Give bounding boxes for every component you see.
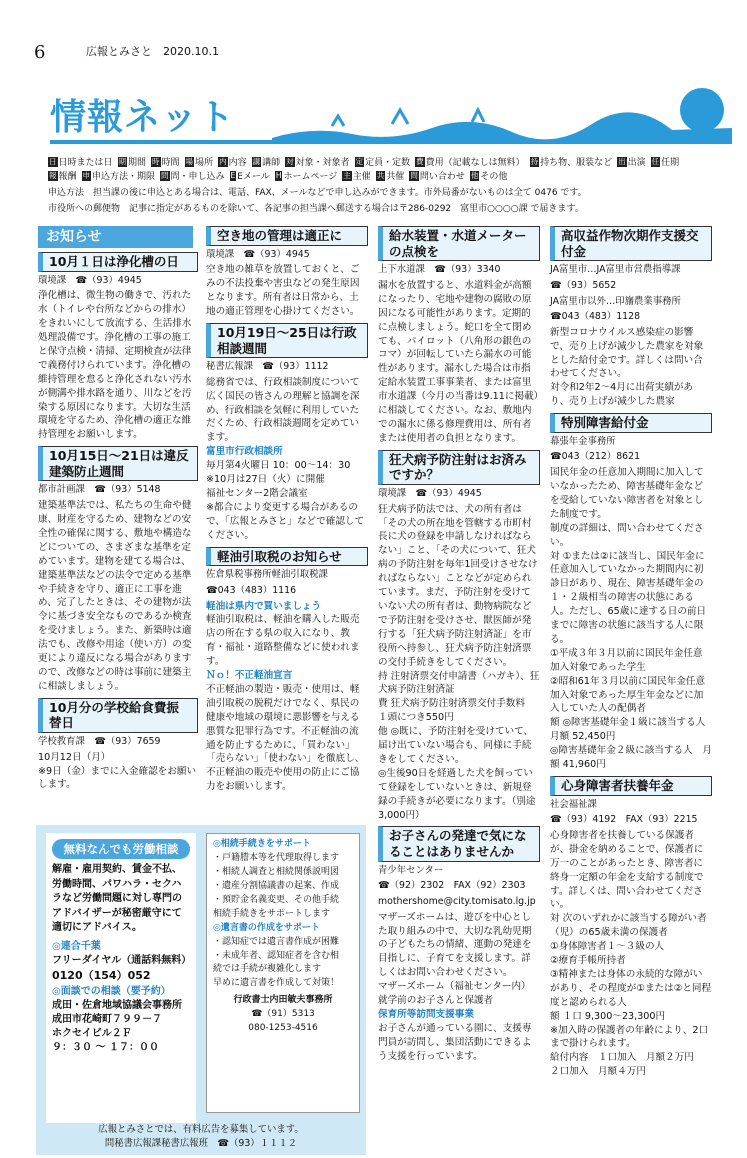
legend-text: Eメール: [237, 172, 270, 183]
ad-line: ホクセイビル２Ｆ: [52, 1028, 132, 1040]
article-place: 福祉センター2階会議室: [206, 488, 308, 499]
tel: ☎（92）2302: [378, 880, 445, 892]
legend-item: [376, 170, 405, 184]
article-date-note: ※10月は27日（火）に開催: [206, 474, 325, 486]
legend-key: 他: [470, 171, 479, 181]
article-contact: 学校教育課 ☎（93）7659: [38, 736, 161, 748]
article-gyosei-sodan: [206, 323, 368, 543]
article-title: 10月15日～21日は違反建築防止週間: [38, 446, 198, 481]
legend-key: 共: [376, 171, 385, 181]
article-body: 制度の詳細は、問い合わせてください。: [550, 522, 704, 548]
article-body: 狂犬病予防法では、犬の所有者は「その犬の所在地を管轄する市町村長に犬の登録を申請しなければならない」こと、「その犬について、狂犬病の予防注射を毎年1回受けさせなければならない」ことなどが定められています。まだ、予防注射を受けていない犬の所有者は、動物病院などで予防注射を受けさせ、獣医師が発行する「狂犬病予防注射済証」を市役所へ持参し、狂犬病予防注射済票の交付手続きをしてください。: [378, 503, 538, 668]
article-ihan-kenchiku: [38, 446, 198, 694]
article-email[interactable]: mothershome@city.tomisato.lg.jp: [378, 895, 536, 907]
article-title: 10月分の学校給食費振替日: [38, 698, 198, 733]
silhouette-illustration: [272, 88, 732, 144]
ad-body: 解雇・雇用契約、賃金不払、労働時間、パワハラ・セクハラなど労働問題に対し専門のアドバイザーが秘密厳守にて適切にアドバイス。: [52, 864, 182, 934]
legend-key: 費: [416, 157, 424, 166]
notes: [48, 186, 708, 218]
ad-footer: [36, 1123, 366, 1150]
article-fee-note: ※加入時の保護者の年齢により、2口まで掛けられます。: [550, 1024, 709, 1050]
legend-item: [617, 156, 646, 170]
legend-item: [651, 156, 680, 170]
article-item: 費 狂犬病予防注射済票交付手数料 １頭につき550円: [378, 698, 535, 724]
article-body: 不正軽油の製造・販売・使用は、軽油引取税の脱税だけでなく、県民の健康や地域の環境に悪影響を与える悪質な犯罪行為です。不正軽油の流通を防止するために、「買わない」「売らない」「使わない」を徹底し、不正軽油の販売や使用の防止にご協力をお願いします。: [206, 683, 365, 793]
ad-line: フリーダイヤル（通話料無料）: [52, 954, 192, 966]
article-item: ③精神または身体の永続的な障がいがあり、その程度が①または②と同程度と認められる人: [550, 968, 712, 1008]
article-body: マザーズホームは、遊びを中心とした取り組みの中で、大切な乳幼児期の子どもたちの情緒、運動の発達を目指しに、子育てを支援します。詳しくはお問い合わせください。: [378, 911, 532, 979]
article-contact: 秘書広報課 ☎（93）1112: [206, 361, 329, 373]
article-item: ②療育手帳所持者: [550, 955, 626, 967]
banner-rule: [50, 140, 724, 144]
legend-item: [530, 156, 613, 170]
article-hattatsu: [378, 826, 540, 1063]
legend-item: [409, 170, 465, 184]
legend-key: 時: [152, 157, 160, 166]
legend-item: [285, 156, 350, 170]
article-kyokenbyo: [378, 450, 540, 823]
legend-key: H: [275, 171, 282, 181]
article-contact: 社会福祉課: [550, 798, 597, 810]
legend-text: 問・申し込み: [170, 172, 225, 183]
page-header: [0, 0, 747, 62]
ad-footer-line: 問秘書広報課秘書広報班 ☎（93）１１１２: [104, 1137, 298, 1149]
ad-item: 続では手続が複雑化します: [213, 964, 322, 975]
ad-item: ・認知症では遺言書作成が困難: [213, 936, 340, 947]
ad-line: 成田・佐倉地域協議会事務所: [52, 1000, 182, 1012]
article-title: 軽油引取税のお知らせ: [206, 547, 368, 567]
legend-key: 出: [618, 157, 626, 166]
legend-item: [82, 170, 156, 184]
legend-text: 費用（記載なしは無料）: [425, 158, 525, 168]
article-contact: 環境課 ☎（93）4945: [378, 488, 482, 499]
article-body: 国民年金の任意加入期間に加入していなかったため、障害基礎年金などを受給していない障害者を対象とした制度です。: [550, 467, 704, 520]
article-contact: 環境課 ☎（93）4945: [38, 274, 142, 286]
page-number: 6: [34, 42, 46, 63]
legend-key: 主: [343, 171, 351, 181]
ad-gyosei-shoshi: [206, 833, 360, 1113]
legend-text: その他: [480, 172, 508, 183]
article-title: 給水装置・水道メーターの点検を: [378, 226, 540, 261]
banner: [22, 88, 724, 150]
article-note: ※都合により変更する場合があるので、「広報とみさと」などで確認してください。: [206, 501, 365, 541]
legend-item: [48, 170, 77, 184]
article-tel: [550, 813, 712, 827]
legend-item: [470, 170, 508, 184]
ad-item: 相続手続きをサポートします: [213, 908, 331, 919]
legend-item: [415, 156, 525, 170]
ad-block: [36, 825, 366, 1155]
legend-key: 申: [82, 171, 91, 181]
legend-key: 定: [355, 157, 364, 166]
article-title: 高収益作物次期作支援交付金: [550, 226, 712, 261]
article-body: 漏水を放置すると、水道料金が高額になったり、宅地や建物の腐敗の原因になる可能性があります。定期的に点検しましょう。蛇口を全て閉めても、パイロット（八角形の銀色のコマ）が回転していたら漏水の可能性があります。漏水した場合は市指定給水装置工事事業者、または富里市水道課（今月の当番は9.11に掲載）に相談してください。なお、敷地内での漏水に係る修理費用は、所有者または使用者の負担となります。: [378, 279, 539, 444]
ad-heading: ◎遺言書の作成をサポート: [213, 922, 320, 933]
ad-item: ・遺産分割協議書の起案、作成: [213, 880, 340, 891]
ad-item: ・相続人調査と相続関係説明図: [213, 866, 340, 877]
article-target: 就学前のお子さんと保護者: [378, 995, 494, 1007]
article-item: 他 ◎既に、予防注射を受けていて、届け出ていない場合も、同様に手続きをしてください。: [378, 726, 534, 765]
column-3: [378, 226, 540, 1068]
ad-freedial: 0120（154）052: [52, 968, 151, 982]
ad-item: ・預貯金名義変更、その他手続: [213, 894, 340, 905]
legend-item: [151, 156, 180, 170]
legend-text: 出演: [627, 158, 646, 168]
article-tel: ☎（93）5652: [550, 279, 617, 291]
legend-text: 期間: [128, 158, 147, 168]
article-title: 空き地の管理は適正に: [206, 226, 368, 246]
legend-text: 日時または日: [58, 158, 113, 168]
ad-heading: ◎面談での相談（要予約）: [52, 986, 171, 998]
note-application: 申込方法 担当課の後に申込とある場合は、電話、FAX、メールなどで申し込みができます。市外局番がないものは全て 0476 です。: [48, 188, 587, 198]
article-suido: [378, 226, 540, 446]
legend-text: 共催: [386, 172, 405, 183]
article-fuyo-nenkin: [550, 776, 712, 1079]
article-akichi: [206, 226, 368, 319]
article-pay: 給付内容 １口加入 月額２万円: [550, 1052, 694, 1064]
legend-item: [48, 156, 113, 170]
article-body: 空き地の雑草を放置しておくと、ごみの不法投棄や害虫などの発生原因となります。所有者は日常から、土地の適正管理を心掛けてください。: [206, 264, 360, 317]
legend-text: 場所: [195, 158, 214, 168]
ad-line: 成田市花崎町７９９－７: [52, 1014, 162, 1026]
publication-info: 広報とみさと 2020.10.1: [86, 45, 219, 58]
article-body: 建築基準法では、私たちの生命や健康、財産を守るため、建物などの安全性の確保に関する、敷地や構造などについての、さまざまな基準を定めています。建物を建てる場合は、建築基準法などの法令で定める基準や手続きを守り、適正に工事を進め、完了したときは、その建物が法令に基づき安全なものであるか検査を受けましょう。また、新築時は適法でも、改修や用途（使い方）の変更により違反になる場合がありますので、改修などの時は事前に建築主に相談しましょう。: [38, 500, 192, 692]
article-item: 額 ◎障害基礎年金１級に該当する人 月額 52,450円: [550, 717, 715, 743]
note-mail: 市役所への郵便物 記事に指定があるものを除いて、各記事の担当課へ郵送する場合は〒286-0292 富里市○○○○課 で届きます。: [48, 203, 584, 214]
legend-key: 日: [49, 157, 57, 166]
article-body: 軽油引取税は、軽油を購入した販売店の所在する県の収入になり、教育・福祉・道路整備などに使われます。: [206, 614, 360, 668]
article-body: 総務省では、行政相談制度について広く国民の皆さんの理解と協調を深め、行政相談を気軽に利用していただくため、行政相談週間を定めています。: [206, 376, 360, 444]
article-contact: 上下水道課 ☎（93）3340: [378, 264, 501, 276]
legend-item: [355, 156, 411, 170]
ad-labor-consult: [46, 833, 196, 1123]
article-item: 対 ①または②に該当し、国民年金に任意加入していなかった期間内に初診日があり、現在、障害基礎年金の１・２級相当の障害の状態にある人。ただし、65歳に達する日の前日までに障害の状態に該当する人に限る。: [550, 550, 707, 645]
section-heading: お知らせ: [38, 226, 193, 248]
article-note: 対令和2年2～4月に出荷実績があり、売り上げが減少した農家: [550, 382, 694, 408]
legend-key: 内: [219, 157, 227, 166]
article-item: ①身体障害者１～３級の人: [550, 941, 665, 953]
article-title: 10月１日は浄化槽の日: [38, 252, 198, 272]
legend-key: 講: [252, 157, 261, 166]
legend-text: 報酬: [58, 172, 77, 183]
ad-item: ・未成年者、認知症者を含む相: [213, 950, 340, 961]
legend-key: 対: [286, 157, 294, 166]
article-item: ①平成３年３月以前に国民年金任意加入対象であった学生: [550, 647, 703, 673]
ad-tel: 080-1253-4516: [248, 1023, 318, 1034]
article-contact: 幕張年金事務所: [550, 435, 616, 447]
article-johkaso: [38, 252, 198, 442]
legend-item: [275, 170, 337, 184]
article-item: 持 注射済票交付申請書（ハガキ）、狂犬病予防注射済証: [378, 670, 540, 696]
article-tel: ☎043（483）1128: [550, 311, 641, 323]
legend-item: [252, 156, 281, 170]
article-contact: 佐倉県税事務所軽油引取税課: [206, 569, 328, 581]
legend-text: 講師: [262, 158, 281, 168]
column-1: [38, 252, 198, 796]
ad-item: ・戸籍謄本等を代理取得します: [213, 852, 340, 863]
article-item: 対 次のいずれかに該当する障がい者（児）の65歳未満の保護者: [550, 913, 707, 939]
article-place: マザーズホーム（福祉センター内）: [378, 981, 531, 993]
article-contact: 環境課 ☎（93）4945: [206, 248, 310, 260]
ad-item: 早めに遺言書を作成して対策！: [213, 978, 340, 989]
legend-text: 申込方法・期限: [92, 172, 156, 183]
article-body: 心身障害者を扶養している保護者が、掛金を納めることで、保護者に万一のことがあったとき、障害者に終身一定額の年金を支給する制度です。詳しくは、問い合わせてください。: [550, 829, 704, 911]
legend-item: [160, 170, 225, 184]
article-contact: 青少年センター: [378, 864, 444, 876]
ad-footer-line: 広報とみさとでは、有料広告を募集しています。: [98, 1124, 304, 1135]
legend-item: [118, 156, 147, 170]
legend-text: 定員・定数: [365, 158, 411, 168]
article-subheading: 富里市行政相談所: [206, 446, 283, 458]
article-date: 10月12日（月）: [38, 751, 111, 763]
legend-text: 問い合わせ: [419, 172, 465, 183]
article-contact: 都市計画課 ☎（93）5148: [38, 484, 161, 496]
page-title: 情報ネット: [50, 97, 236, 138]
article-note: ※9日（金）までに入金確認をお願いします。: [38, 765, 197, 791]
legend-text: 持ち物、服装など: [540, 158, 613, 168]
legend-key: 任: [651, 157, 660, 166]
article-title: 心身障害者扶養年金: [550, 776, 712, 796]
article-pay: ２口加入 月額４万円: [550, 1066, 646, 1078]
article-tel: ☎043（483）1116: [206, 584, 297, 596]
legend-key: E: [230, 171, 236, 181]
ad-line: ９：３０ ～ １７：００: [52, 1042, 159, 1054]
article-tel: ☎043（212）8621: [550, 451, 641, 463]
article-title: 10月19日～25日は行政相談週間: [206, 323, 368, 358]
article-item: ◎障害基礎年金２級に該当する人 月額 41,960円: [550, 745, 712, 771]
legend-key: 持: [530, 157, 539, 166]
legend-item: [185, 156, 214, 170]
article-body: 浄化槽は、微生物の働きで、汚れた水（トイレや台所などからの排水）をきれいにして放流する、生活排水処理設備です。浄化槽の工事の施工と保守点検・清掃、定期検査が法律で義務付けられています。浄化槽の維持管理を怠ると浄化されない汚水が側溝や排水路を通り、川などを汚染する原因になります。大切な生活環境を守るため、浄化槽の適正な維持管理をお願いします。: [38, 290, 192, 441]
article-body: 新型コロナウイルス感染症の影響で、売り上げが減少した農家を対象とした給付金です。詳しくは問い合わせてください。: [550, 326, 704, 380]
article-item: ②昭和61年３月以前に国民年金任意加入対象であった厚生年金などに加入していた人の配偶者: [550, 675, 706, 715]
article-date: 毎月第4火曜日 10：00～14：30: [206, 460, 351, 472]
ad-office: 行政書士内田敏夫事務所: [233, 995, 333, 1006]
article-kyushokuhi: [38, 698, 198, 793]
legend-text: ホームページ: [283, 172, 338, 183]
legend: [48, 156, 708, 185]
legend-key: 報: [49, 171, 57, 181]
article-title: 狂犬病予防注射はお済みですか？: [378, 450, 540, 485]
legend-item: [342, 170, 371, 184]
article-contact: JA富里市…JA富里市営農指導課: [550, 264, 681, 276]
article-keiyu: [206, 547, 368, 795]
legend-text: 内容: [228, 158, 247, 168]
column-2: [206, 226, 368, 798]
article-title: お子さんの発達で気になることはありませんか: [378, 826, 540, 861]
legend-key: 問: [410, 171, 418, 181]
legend-item: [230, 170, 270, 184]
legend-text: 任期: [661, 158, 680, 168]
legend-text: 時間: [161, 158, 180, 168]
article-fee: 額 １口 9,300～23,300円: [550, 1010, 666, 1022]
article-subheading: 軽油は県内で買いましょう: [206, 600, 322, 612]
tel: ☎（93）4192: [550, 814, 617, 826]
fax: FAX（93）2215: [625, 814, 698, 826]
article-item: ◎生後90日を経過した犬を飼っていて登録をしていないときは、新規登録の手続きが必要になります。（別途3,000円）: [378, 767, 536, 821]
legend-key: 場: [185, 157, 194, 166]
legend-item: [218, 156, 247, 170]
ad-heading: ◎相続手続きをサポート: [213, 839, 311, 849]
article-tokubetsu-shogai: [550, 413, 715, 772]
article-subheading: Ｎｏ！不正軽油宣言: [206, 670, 293, 682]
ad-title: 無料なんでも労働相談: [52, 839, 190, 859]
article-title: 特別障害給付金: [550, 413, 712, 433]
article-subheading: 保育所等訪問支援事業: [378, 1008, 474, 1020]
legend-text: 主催: [352, 172, 371, 183]
article-body: お子さんが通っている園に、支援専門員が訪問し、集団活動にできるよう支援を行っています。: [378, 1022, 532, 1062]
legend-key: 期: [118, 157, 127, 166]
column-4: [550, 226, 715, 1083]
article-tel: [378, 879, 540, 893]
legend-text: 対象・対象者: [295, 158, 350, 168]
ad-heading: ◎連合千葉: [52, 940, 101, 952]
article-koshueki: [550, 226, 712, 409]
legend-key: 問: [161, 171, 169, 181]
article-contact: JA富里市以外…印旛農業事務所: [550, 295, 681, 307]
fax: FAX（92）2303: [453, 880, 526, 892]
ad-tel: ☎（91）5313: [251, 1009, 315, 1020]
